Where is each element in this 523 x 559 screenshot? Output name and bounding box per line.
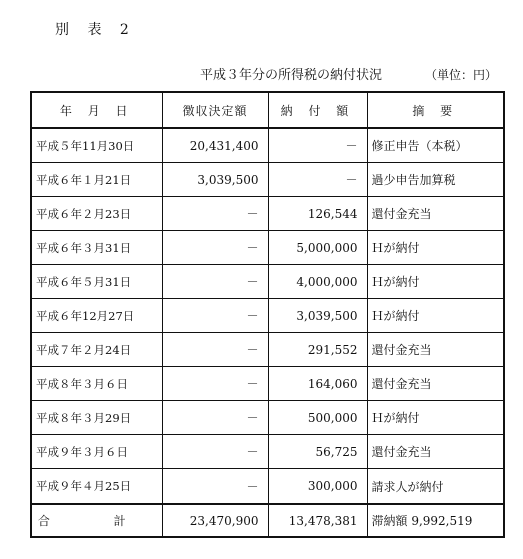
cell-note: Ｈが納付 (367, 401, 504, 435)
table-row (31, 128, 504, 163)
table-row (31, 401, 504, 435)
cell-paid: 300,000 (268, 469, 367, 504)
cell-assessed: 3,039,500 (162, 163, 268, 197)
cell-date: 平成６年２月23日 (31, 197, 162, 231)
cell-paid: 126,544 (268, 197, 367, 231)
table-row (31, 367, 504, 401)
cell-assessed: － (162, 231, 268, 265)
cell-note: 還付金充当 (367, 435, 504, 469)
table-row (31, 231, 504, 265)
cell-assessed: － (162, 299, 268, 333)
table-row (31, 435, 504, 469)
payment-table (30, 91, 505, 538)
cell-note: Ｈが納付 (367, 231, 504, 265)
cell-date: 平成８年３月29日 (31, 401, 162, 435)
cell-note: 修正申告（本税） (367, 128, 504, 163)
unit-note: （単位：円） (425, 68, 498, 82)
table-row (31, 333, 504, 367)
cell-date: 平成６年12月27日 (31, 299, 162, 333)
cell-date: 平成６年５月31日 (31, 265, 162, 299)
cell-assessed: － (162, 401, 268, 435)
cell-date: 平成７年２月24日 (31, 333, 162, 367)
table-row (31, 265, 504, 299)
col-header-paid: 納 付 額 (268, 92, 367, 128)
attachment-label: 別 表 2 (55, 22, 136, 38)
table-row (31, 299, 504, 333)
cell-note: Ｈが納付 (367, 265, 504, 299)
col-header-assessed: 徴収決定額 (162, 92, 268, 128)
cell-assessed: － (162, 367, 268, 401)
cell-date: 平成９年４月25日 (31, 469, 162, 504)
cell-assessed: － (162, 469, 268, 504)
cell-assessed: － (162, 333, 268, 367)
cell-note: 還付金充当 (367, 333, 504, 367)
cell-date: 平成９年３月６日 (31, 435, 162, 469)
total-note: 滞納額 9,992,519 (367, 504, 504, 537)
table-caption: 平成３年分の所得税の納付状況 (200, 68, 383, 83)
cell-paid: 4,000,000 (268, 265, 367, 299)
cell-date: 平成５年11月30日 (31, 128, 162, 163)
cell-note: 過少申告加算税 (367, 163, 504, 197)
cell-paid: 500,000 (268, 401, 367, 435)
cell-paid: 5,000,000 (268, 231, 367, 265)
cell-assessed: － (162, 265, 268, 299)
total-assessed: 23,470,900 (162, 504, 268, 537)
cell-assessed: － (162, 435, 268, 469)
cell-paid: 3,039,500 (268, 299, 367, 333)
total-paid: 13,478,381 (268, 504, 367, 537)
cell-note: 還付金充当 (367, 197, 504, 231)
cell-paid: 56,725 (268, 435, 367, 469)
table-row (31, 469, 504, 504)
cell-paid: － (268, 163, 367, 197)
cell-assessed: 20,431,400 (162, 128, 268, 163)
total-label: 合 計 (31, 504, 162, 537)
cell-paid: － (268, 128, 367, 163)
header-row (31, 92, 504, 128)
cell-paid: 164,060 (268, 367, 367, 401)
cell-note: 還付金充当 (367, 367, 504, 401)
cell-note: Ｈが納付 (367, 299, 504, 333)
total-row (31, 504, 504, 537)
col-header-note: 摘 要 (367, 92, 504, 128)
cell-date: 平成８年３月６日 (31, 367, 162, 401)
col-header-date: 年 月 日 (31, 92, 162, 128)
table-row (31, 163, 504, 197)
cell-date: 平成６年１月21日 (31, 163, 162, 197)
cell-note: 請求人が納付 (367, 469, 504, 504)
cell-assessed: － (162, 197, 268, 231)
cell-date: 平成６年３月31日 (31, 231, 162, 265)
cell-paid: 291,552 (268, 333, 367, 367)
table-row (31, 197, 504, 231)
